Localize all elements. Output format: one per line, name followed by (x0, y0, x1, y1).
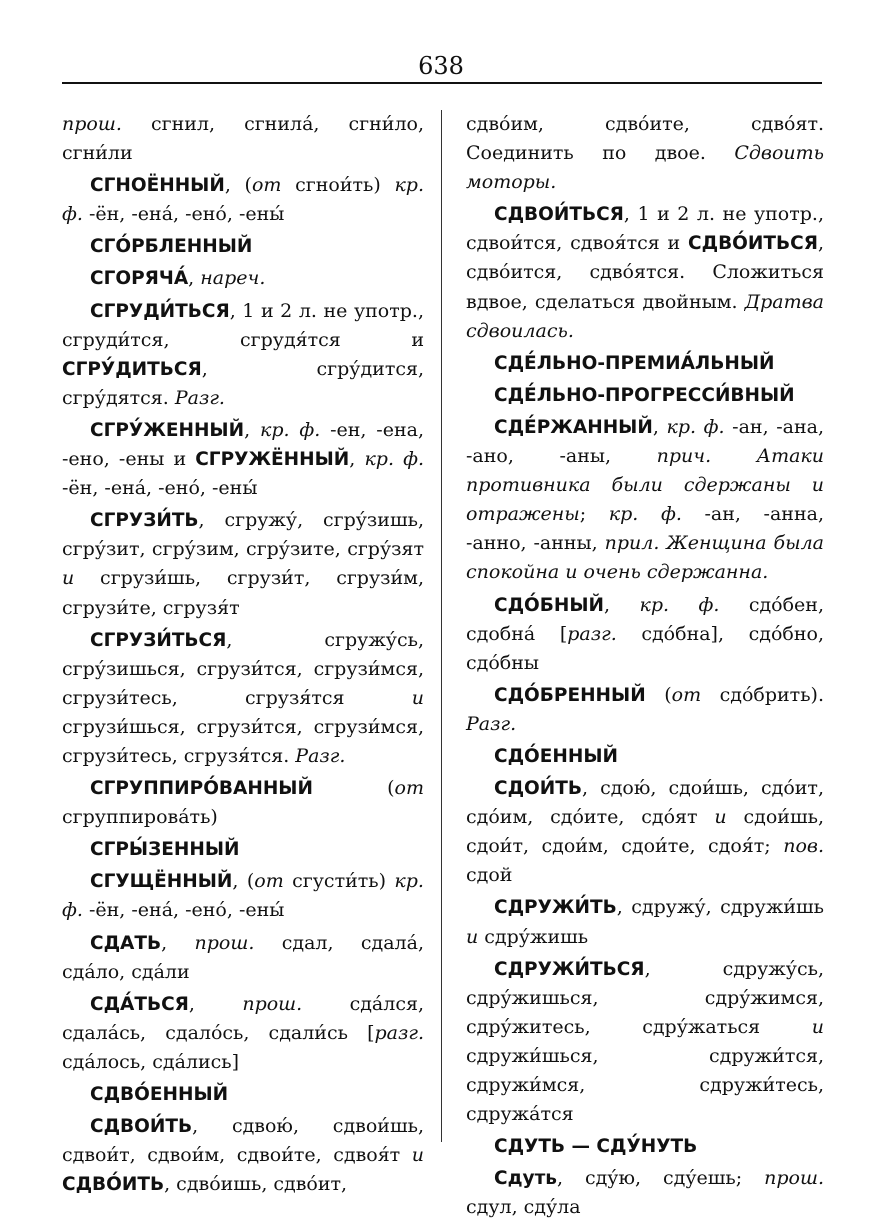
italic-label: и (411, 1144, 424, 1167)
dictionary-entry (62, 990, 424, 1077)
entry-text: , сду́ю, сду́ешь; (557, 1167, 765, 1190)
italic-label: от (671, 683, 702, 706)
dictionary-entry (62, 835, 424, 864)
dictionary-entry (62, 774, 424, 832)
headword: СГРУЗИ́ТЬ (90, 510, 199, 532)
headword: СДАТЬ (90, 932, 162, 954)
headword: СГНОЁННЫЙ (90, 175, 225, 197)
dictionary-entry (466, 591, 824, 678)
italic-label: Разг. (295, 744, 346, 767)
dictionary-entry (466, 1132, 824, 1161)
headword: СДВОИ́ТЬСЯ (494, 204, 624, 226)
headword: СДРУЖИ́ТЬ (494, 897, 617, 919)
italic-label: кр. ф. (608, 503, 682, 526)
dictionary-entry (62, 929, 424, 987)
italic-label: и (62, 567, 75, 590)
entry-text: , (161, 931, 195, 954)
entry-text: сда́лся, сдала́сь, сдало́сь, сдали́сь [ (62, 992, 424, 1044)
entry-text: , (188, 992, 243, 1015)
headword: СДО́БНЫЙ (494, 594, 605, 616)
header-rule (62, 82, 822, 84)
headword: СДОИ́ТЬ (494, 778, 582, 800)
headword: СГРУ́ДИТЬСЯ (62, 358, 202, 380)
dictionary-entry (466, 681, 824, 739)
italic-label: прош. (242, 992, 303, 1015)
headword: СГО́РБЛЕННЫЙ (90, 236, 253, 258)
headword: СГУЩЁННЫЙ (90, 871, 233, 893)
entry-text: -ан, -анна, -анно, -анны, (466, 503, 824, 555)
italic-label: от (394, 777, 424, 800)
dictionary-entry (466, 413, 824, 588)
entry-text: сгрузи́шься, сгрузи́тся, сгрузи́мся, сгрузи́тесь, сгрузя́тся. (62, 715, 424, 767)
dictionary-entry (466, 200, 824, 345)
italic-label: и (811, 1015, 824, 1038)
entry-text: сгруппирова́ть) (62, 806, 218, 829)
italic-label: кр. ф. (62, 870, 424, 922)
headword: СДУТЬ — СДУ́НУТЬ (494, 1136, 698, 1158)
entry-text: , сдвою́, сдвои́шь, сдвои́т, сдвои́м, сдвои́те, сдвоя́т (62, 1115, 424, 1167)
entry-text: сдал, сдала́, сда́ло, сда́ли (62, 931, 424, 983)
entry-text: сдо́брить). (701, 683, 824, 706)
headword: СДО́ЕННЫЙ (494, 745, 619, 767)
dictionary-entry (62, 171, 424, 229)
italic-label: и (466, 925, 479, 948)
entry-text: , ( (232, 870, 255, 893)
entry-text: , сдво́ишь, сдво́ит, (164, 1173, 348, 1196)
headword: СДА́ТЬСЯ (90, 993, 189, 1015)
page-number: 638 (418, 52, 464, 80)
entry-text: , сгружу́, сгру́зишь, сгру́зит, сгру́зим, сгру́зите, сгру́зят (62, 509, 424, 561)
headword: Сдуть (494, 1168, 557, 1190)
entry-text: ( (312, 777, 395, 800)
column-divider (441, 110, 442, 1142)
dictionary-entry (62, 1112, 424, 1199)
entry-text: -ён, -ена́, -ено́, -ены́ (62, 477, 258, 500)
entry-text: , (652, 415, 667, 438)
headword: СДВО́ЕННЫЙ (90, 1084, 229, 1105)
headword: СДВО́ИТЬ (62, 1174, 165, 1196)
headword: СДРУЖИ́ТЬСЯ (494, 958, 645, 980)
headword: СГРУ́ЖЕННЫЙ (90, 419, 245, 441)
dictionary-entry (62, 416, 424, 503)
entry-text: , 1 и 2 л. не употр., сгруди́тся, сгрудя́тся и (62, 299, 424, 351)
entry-text: сдо́бна], сдо́бно, сдо́бны (466, 622, 824, 674)
dictionary-entry (466, 955, 824, 1130)
italic-label: прош. (62, 113, 122, 135)
entry-text: , сдою́, сдои́шь, сдо́ит, сдо́им, сдо́ите, сдо́ят (466, 777, 824, 829)
italic-label: пов. (783, 835, 824, 858)
dictionary-entry (466, 349, 824, 378)
italic-label: прил. Женщина была спокойна и очень сдержанна. (466, 532, 824, 584)
headword: СДЕ́РЖАННЫЙ (494, 416, 653, 438)
italic-label: от (251, 174, 282, 197)
dictionary-entry (62, 626, 424, 771)
dictionary-entry (62, 1080, 424, 1109)
entry-text: -ён, -ена́, -ено́, -ены́ (82, 899, 285, 922)
entry-text: , (188, 267, 201, 290)
dictionary-entry (62, 867, 424, 925)
entry-text: , сдружу́сь, сдру́жишься, сдру́жимся, сдру́житесь, сдру́жаться (466, 957, 824, 1038)
italic-label: прош. (194, 931, 255, 954)
entry-text: , (244, 418, 260, 441)
italic-label: прош. (764, 1167, 824, 1190)
entry-text: , сдружу́, сдружи́шь (616, 896, 824, 919)
entry-text: -ен, -ена, -ено, -ены и (62, 418, 424, 471)
entry-text: сдул, сду́ла (466, 1196, 581, 1219)
right-column (466, 110, 824, 1225)
italic-label: Разг. (466, 712, 517, 735)
italic-label: разг. (567, 622, 617, 645)
italic-label: Дратва сдвоилась. (466, 290, 824, 342)
entry-text: сгнил, сгнила́, сгни́ло, сгни́ли (62, 113, 424, 165)
italic-label: прич. Атаки противника были сдержаны и отражены (466, 445, 824, 526)
dictionary-entry (62, 232, 424, 261)
italic-label: и (714, 806, 727, 829)
entry-text: , сдво́ится, сдво́ятся. Сложиться вдвое, сделаться двойным. (466, 232, 824, 313)
dictionary-entry (62, 297, 424, 413)
italic-label: кр. ф. (259, 418, 321, 441)
entry-text: ( (645, 683, 672, 706)
headword: СГРУДИ́ТЬСЯ (90, 300, 230, 322)
italic-label: Сдвоить моторы. (466, 142, 824, 194)
headword: СДЕ́ЛЬНО-ПРЕМИА́ЛЬНЫЙ (494, 352, 775, 374)
italic-label: нареч. (200, 267, 266, 290)
headword: СДО́БРЕННЫЙ (494, 684, 646, 706)
dictionary-entry (466, 893, 824, 951)
italic-label: кр. ф. (639, 593, 720, 616)
headword: СГРЫ́ЗЕННЫЙ (90, 839, 240, 861)
italic-label: и (411, 686, 424, 709)
dictionary-entry (466, 742, 824, 771)
entry-text: сдои́шь, сдои́т, сдои́м, сдои́те, сдоя́т; (466, 806, 824, 858)
italic-label: кр. ф. (364, 448, 424, 471)
headword: СГРУЖЁННЫЙ (195, 449, 350, 471)
entry-text: сгнои́ть) (281, 174, 395, 197)
entry-text: сдо́бен, сдобна́ [ (466, 593, 824, 645)
entry-text: сгусти́ть) (283, 870, 395, 893)
entry-text: сгрузи́шь, сгрузи́т, сгрузи́м, сгрузи́те, сгрузя́т (62, 567, 424, 619)
entry-text: сда́лось, сда́лись] (62, 1050, 240, 1073)
italic-label: кр. ф. (666, 415, 725, 438)
headword: СГРУППИРО́ВАННЫЙ (90, 778, 313, 800)
entry-text: , сгружу́сь, сгру́зишься, сгрузи́тся, сгрузи́мся, сгрузи́тесь, сгрузя́тся (62, 628, 424, 709)
italic-label: разг. (374, 1021, 424, 1044)
dictionary-entry (62, 506, 424, 622)
entry-text: , (349, 448, 365, 471)
entry-text: сдружи́шься, сдружи́тся, сдружи́мся, сдружи́тесь, сдружа́тся (466, 1044, 824, 1126)
dictionary-entry (466, 1164, 824, 1222)
entry-text: , 1 и 2 л. не употр., сдвои́тся, сдвоя́тся и (466, 203, 824, 255)
headword: СГОРЯЧА́ (90, 268, 189, 290)
entry-text: сдру́жишь (478, 925, 589, 948)
dictionary-entry (62, 110, 424, 168)
entry-text: , сгру́дится, сгру́дятся. (62, 357, 424, 409)
entry-text: , (604, 593, 640, 616)
italic-label: Разг. (174, 386, 225, 409)
headword: СГРУЗИ́ТЬСЯ (90, 629, 227, 651)
entry-text: ; (579, 503, 609, 526)
italic-label: кр. ф. (62, 174, 424, 226)
dictionary-entry (62, 264, 424, 293)
entry-text: -ён, -ена́, -ено́, -ены́ (82, 203, 285, 226)
entry-text: сдой (466, 864, 513, 887)
entry-text: сдво́им, сдво́ите, сдво́ят. Соединить по двое. (466, 113, 824, 165)
headword: СДЕ́ЛЬНО-ПРОГРЕССИ́ВНЫЙ (494, 384, 795, 406)
left-column (62, 110, 424, 1202)
entry-text: , ( (224, 174, 252, 197)
dictionary-entry (466, 774, 824, 890)
entry-text: -ан, -ана, -ано, -аны, (466, 415, 824, 468)
dictionary-entry (466, 110, 824, 197)
italic-label: от (254, 870, 284, 893)
headword: СДВО́ИТЬСЯ (688, 233, 818, 255)
headword: СДВОИ́ТЬ (90, 1116, 193, 1138)
dictionary-entry (466, 381, 824, 410)
